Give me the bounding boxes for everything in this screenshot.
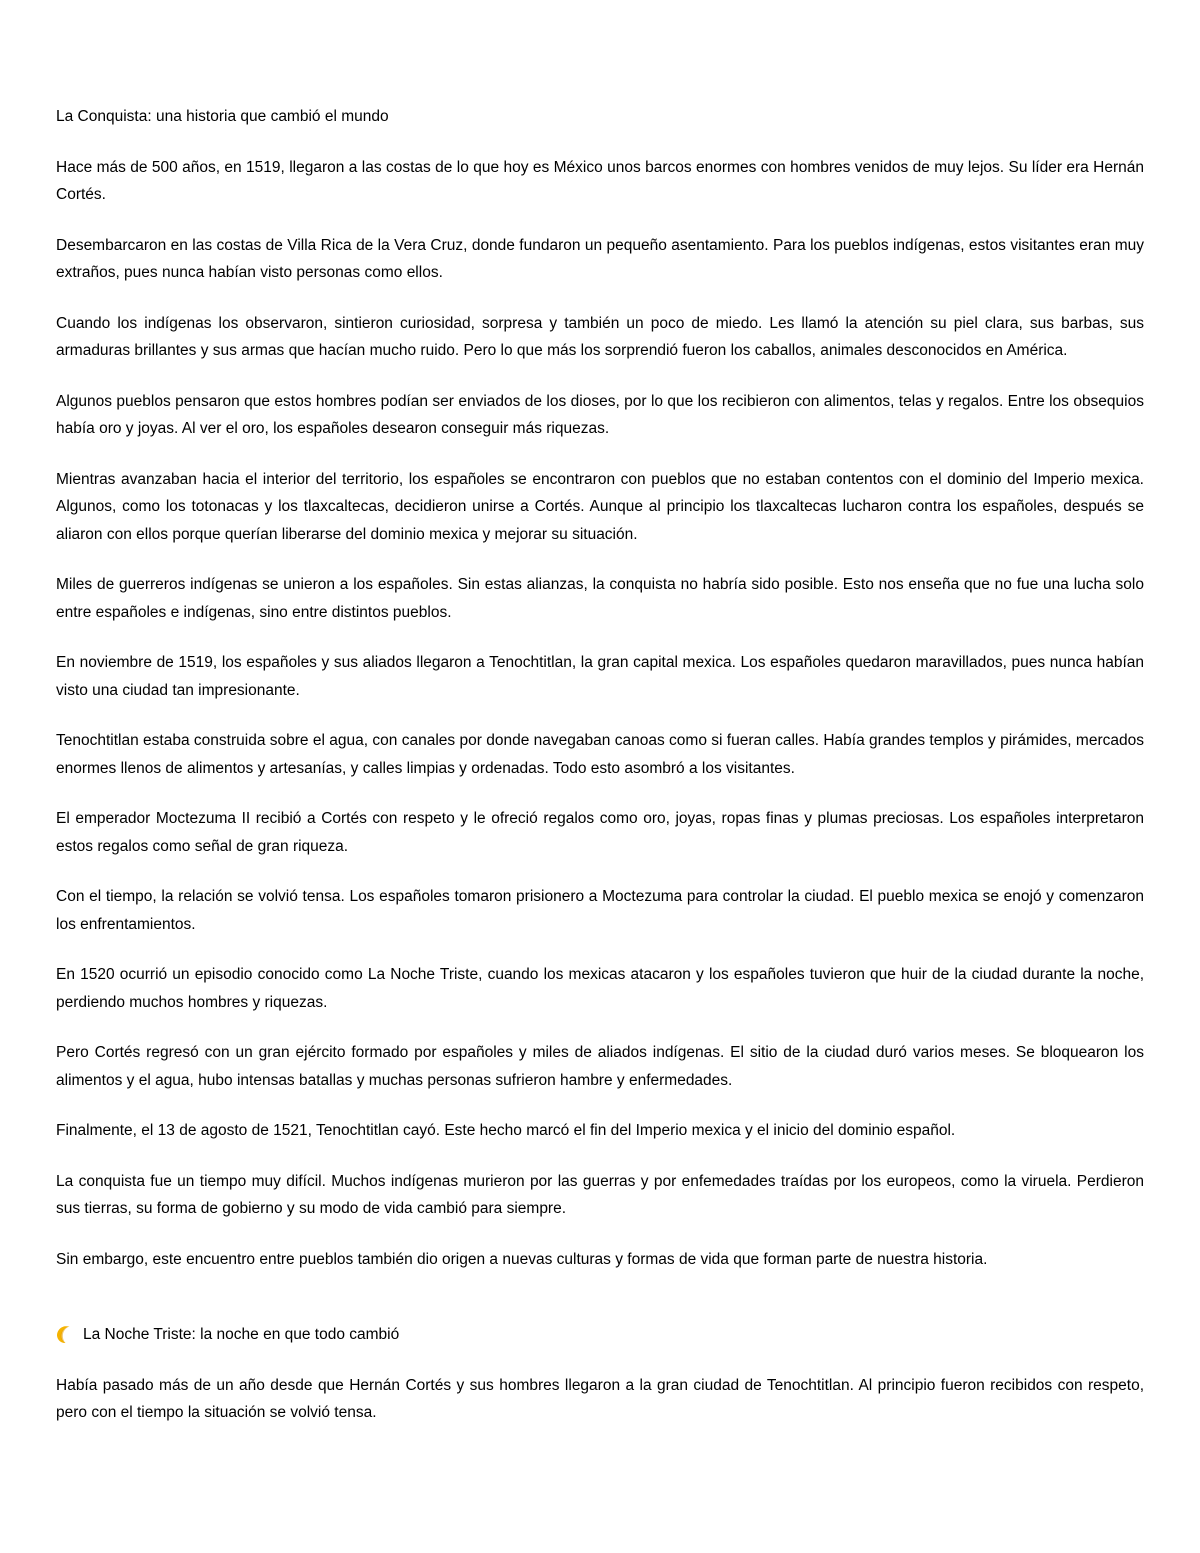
- paragraph: Mientras avanzaban hacia el interior del territorio, los españoles se encontraron con pueblos que no estaban contentos con el dominio del Imperio mexica. Algunos, como los totonacas y los tlaxcaltecas, decidieron unirse a Cortés. Aunque al principio los tlaxcaltecas lucharon contra los españoles, después se aliaron con ellos porque querían liberarse del dominio mexica y mejorar su situación.: [56, 470, 1144, 543]
- crescent-moon-icon: [56, 1325, 76, 1345]
- paragraph: Pero Cortés regresó con un gran ejército formado por españoles y miles de aliados indígenas. El sitio de la ciudad duró varios meses. Se bloquearon los alimentos y el agua, hubo intensas batallas y muchas personas sufrieron hambre y enfermedades.: [56, 1044, 1144, 1089]
- paragraph: Sin embargo, este encuentro entre pueblos también dio origen a nuevas culturas y formas de vida que forman parte de nuestra historia.: [56, 1250, 988, 1268]
- paragraph: Desembarcaron en las costas de Villa Rica de la Vera Cruz, donde fundaron un pequeño asentamiento. Para los pueblos indígenas, estos visitantes eran muy extraños, pues nunca habían visto personas como ellos.: [56, 236, 1144, 281]
- document-title: La Conquista: una historia que cambió el mundo: [56, 108, 389, 125]
- paragraph: En 1520 ocurrió un episodio conocido como La Noche Triste, cuando los mexicas atacaron y los españoles tuvieron que huir de la ciudad durante la noche, perdiendo muchos hombres y riquezas.: [56, 966, 1144, 1011]
- paragraph: Con el tiempo, la relación se volvió tensa. Los españoles tomaron prisionero a Moctezuma para controlar la ciudad. El pueblo mexica se enojó y comenzaron los enfrentamientos.: [56, 888, 1144, 933]
- paragraph: En noviembre de 1519, los españoles y sus aliados llegaron a Tenochtitlan, la gran capital mexica. Los españoles quedaron maravillados, pues nunca habían visto una ciudad tan impresionante.: [56, 654, 1144, 699]
- paragraph: La conquista fue un tiempo muy difícil. Muchos indígenas murieron por las guerras y por enfemedades traídas por los europeos, como la viruela. Perdieron sus tierras, su forma de gobierno y su modo de vida cambió para siempre.: [56, 1172, 1144, 1217]
- document-page: [56, 103, 1144, 1450]
- paragraph: Cuando los indígenas los observaron, sintieron curiosidad, sorpresa y también un poco de miedo. Les llamó la atención su piel clara, sus barbas, sus armaduras brillantes y sus armas que hacían mucho ruido. Pero lo que más los sorprendió fueron los caballos, animales desconocidos en América.: [56, 314, 1144, 359]
- paragraph: Finalmente, el 13 de agosto de 1521, Tenochtitlan cayó. Este hecho marcó el fin del Imperio mexica y el inicio del dominio español.: [56, 1122, 956, 1139]
- section-heading-text: La Noche Triste: la noche en que todo cambió: [83, 1326, 400, 1343]
- paragraph: Miles de guerreros indígenas se unieron a los españoles. Sin estas alianzas, la conquista no habría sido posible. Esto nos enseña que no fue una lucha solo entre españoles e indígenas, sino entre distintos pueblos.: [56, 576, 1144, 621]
- section-heading: [56, 1321, 1144, 1349]
- paragraph: Había pasado más de un año desde que Hernán Cortés y sus hombres llegaron a la gran ciudad de Tenochtitlan. Al principio fueron recibidos con respeto, pero con el tiempo la situación se volvió tensa.: [56, 1376, 1144, 1421]
- paragraph: El emperador Moctezuma II recibió a Cortés con respeto y le ofreció regalos como oro, joyas, ropas finas y plumas preciosas. Los españoles interpretaron estos regalos como señal de gran riqueza.: [56, 810, 1144, 855]
- paragraph: Hace más de 500 años, en 1519, llegaron a las costas de lo que hoy es México unos barcos enormes con hombres venidos de muy lejos. Su líder era Hernán Cortés.: [56, 158, 1144, 203]
- paragraph: Algunos pueblos pensaron que estos hombres podían ser enviados de los dioses, por lo que los recibieron con alimentos, telas y regalos. Entre los obsequios había oro y joyas. Al ver el oro, los españoles desearon conseguir más riquezas.: [56, 392, 1144, 437]
- paragraph: Tenochtitlan estaba construida sobre el agua, con canales por donde navegaban canoas como si fueran calles. Había grandes templos y pirámides, mercados enormes llenos de alimentos y artesanías, y calles limpias y ordenadas. Todo esto asombró a los visitantes.: [56, 732, 1144, 777]
